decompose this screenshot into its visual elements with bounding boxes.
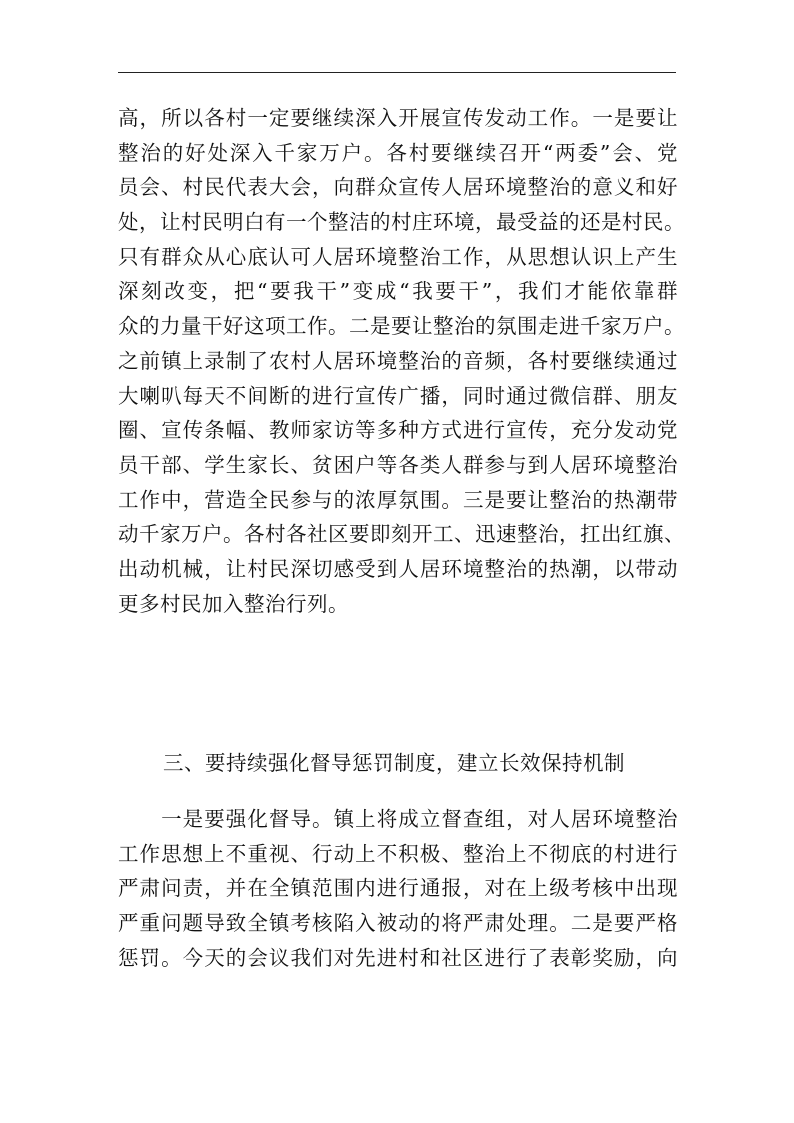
paragraph-2 bbox=[118, 802, 678, 975]
paragraph-2-line: 一是要强化督导。镇上将成立督查组，对人居环境整治 bbox=[118, 807, 678, 831]
paragraph-1-line: 只有群众从心底认可人居环境整治工作，从思想认识上产生 bbox=[118, 244, 678, 269]
paragraph-1-line: 员干部、学生家长、贫困户等各类人群参与到人居环境整治 bbox=[118, 452, 678, 477]
paragraph-1-line: 高，所以各村一定要继续深入开展宣传发动工作。一是要让 bbox=[118, 106, 678, 130]
paragraph-1-line: 工作中，营造全民参与的浓厚氛围。三是要让整治的热潮带 bbox=[118, 487, 678, 512]
paragraph-1-line: 深刻改变，把“要我干”变成“我要干”，我们才能依靠群 bbox=[118, 279, 678, 304]
paragraph-2-line: 惩罚。今天的会议我们对先进村和社区进行了表彰奖励，向 bbox=[118, 945, 678, 970]
paragraph-1-line: 动千家万户。各村各社区要即刻开工、迅速整治，扛出红旗、 bbox=[118, 522, 685, 547]
paragraph-2-line: 严重问题导致全镇考核陷入被动的将严肃处理。二是要严格 bbox=[118, 911, 678, 936]
paragraph-1-line: 整治的好处深入千家万户。各村要继续召开“两委”会、党 bbox=[118, 140, 678, 165]
paragraph-1-line: 众的力量干好这项工作。二是要让整治的氛围走进千家万户。 bbox=[118, 314, 685, 339]
paragraph-2-line: 工作思想上不重视、行动上不积极、整治上不彻底的村进行 bbox=[118, 841, 678, 866]
paragraph-1-line: 圈、宣传条幅、教师家访等多种方式进行宣传，充分发动党 bbox=[118, 418, 678, 443]
paragraph-1-line: 更多村民加入整治行列。 bbox=[118, 591, 349, 616]
paragraph-1 bbox=[118, 101, 685, 621]
paragraph-1-line: 大喇叭每天不间断的进行宣传广播，同时通过微信群、朋友 bbox=[118, 383, 678, 408]
section-heading: 三、要持续强化督导惩罚制度，建立长效保持机制 bbox=[163, 751, 625, 775]
paragraph-1-line: 处，让村民明白有一个整洁的村庄环境，最受益的还是村民。 bbox=[118, 210, 685, 235]
paragraph-1-line: 员会、村民代表大会，向群众宣传人居环境整治的意义和好 bbox=[118, 175, 678, 200]
paragraph-1-line: 之前镇上录制了农村人居环境整治的音频，各村要继续通过 bbox=[118, 348, 678, 373]
header-rule bbox=[118, 72, 676, 73]
paragraph-2-line: 严肃问责，并在全镇范围内进行通报，对在上级考核中出现 bbox=[118, 876, 678, 901]
paragraph-1-line: 出动机械，让村民深切感受到人居环境整治的热潮，以带动 bbox=[118, 556, 678, 581]
